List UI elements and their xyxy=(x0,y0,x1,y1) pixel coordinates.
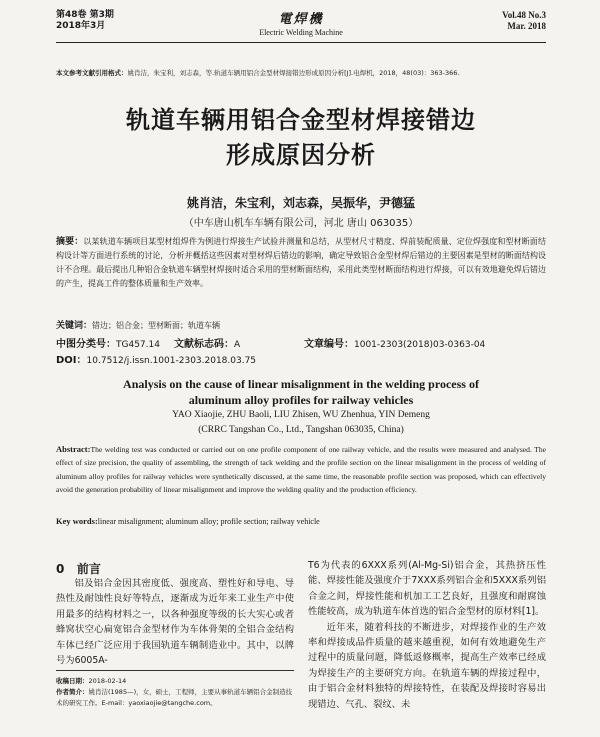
date-en: Mar. 2018 xyxy=(507,21,546,31)
footnote xyxy=(56,676,294,709)
citation-text: 姚肖洁，朱宝利，刘志森，等.轨道车辆用铝合金型材焊接错边形成原因分析[J].电焊机，2018，48(03)：363-366. xyxy=(127,69,460,77)
header-center xyxy=(56,8,546,37)
date-cn: 2018年3月 xyxy=(56,21,106,31)
abstract-en-label: Abstract: xyxy=(56,444,91,454)
abstract-cn-text: 以某轨道车辆项目某型材组焊件为例进行焊接生产试验并测量和总结，从型材尺寸精度、焊前装配质量、定位焊强度和型材断面结构设计等方面进行系统的讨论，分析并概括这些因素对型材焊后错边的影响，确定导致铝合金型材焊后错边的主要因素是型材的断面结构设计不合理。最后提出几种铝合金轨道车辆型材焊接时适合采用的型材断面结构，采用此类型材断面结构进行焊接，可以有效地避免焊后错边的产生，提高工件的整体质量和生产效率。 xyxy=(56,237,546,288)
title-cn-line1: 轨道车辆用铝合金型材焊接错边 xyxy=(126,106,476,134)
abstract-cn-label: 摘要： xyxy=(56,237,84,247)
page-header xyxy=(56,8,546,43)
document-code: 文献标志码：A xyxy=(174,339,241,350)
title-en xyxy=(56,376,546,408)
doi xyxy=(56,351,256,366)
abstract-en xyxy=(56,443,546,496)
journal-logo: 電焊機 xyxy=(278,12,324,27)
clc-number: 中图分类号：TG457.14 xyxy=(56,339,160,350)
section-heading xyxy=(56,560,101,577)
keywords-en-label: Key words: xyxy=(56,516,98,526)
footnote-divider xyxy=(56,670,294,671)
header-right xyxy=(502,10,546,32)
doi-value: 10.7512/j.issn.1001-2303.2018.03.75 xyxy=(86,356,257,366)
abstract-cn xyxy=(56,235,546,291)
affiliation-cn: （中车唐山机车车辆有限公司，河北 唐山 063035） xyxy=(183,218,419,229)
title-en-line1: Analysis on the cause of linear misalignment in the welding process of xyxy=(123,377,479,391)
body-column-left xyxy=(56,576,294,668)
citation-format xyxy=(56,68,546,77)
title-cn-line2: 形成原因分析 xyxy=(226,141,376,169)
authors-cn: 姚肖洁，朱宝利，刘志森，吴振华，尹德猛 xyxy=(186,196,415,210)
body-paragraph: T6为代表的6XXX系列(Al-Mg-Si)铝合金，其热挤压性能、焊接性能及强度介于7XXX系列铝合金和5XXX系列铝合金之间，焊接性能和机加工工艺良好，且强度和耐腐蚀性能较高，成为轨道车体首选的铝合金型材的原材料[1]。 xyxy=(308,560,546,618)
title-en-line2: aluminum alloy profiles for railway vehicles xyxy=(188,393,414,407)
keywords-en-text: linear misalignment; aluminum alloy; profile section; railway vehicle xyxy=(97,517,320,526)
affiliation-en: (CRRC Tangshan Co., Ltd., Tangshan 063035, China) xyxy=(198,425,404,435)
citation-label: 本文参考文献引用格式： xyxy=(56,69,128,77)
section-number: 0 xyxy=(56,562,65,576)
article-number: 文章编号：1001-2303(2018)03-0363-04 xyxy=(304,339,486,350)
keywords-cn-label: 关键词： xyxy=(56,321,93,331)
volume-issue-en: Vol.48 No.3 xyxy=(502,10,546,20)
journal-name-en: Electric Welding Machine xyxy=(259,28,343,37)
received-date: 收稿日期：2018-02-14 xyxy=(56,677,127,685)
body-column-right xyxy=(308,558,546,712)
abstract-en-text: The welding test was conducted or carried out on one profile component of one railway vehicle, and the results were measured and analysed. The effect of size precision, the quality of assembling, the strength of tack welding and the profile section on the linear misalignment in the process of welding of aluminum alloy profiles for railway vehicles were synthetically discussed, at the same time, the reasonable profile section was proposed, which can effectively avoid the generation probability of linear misalignment and improve the welding quality and the production efficiency. xyxy=(56,445,546,494)
author-bio: 作者简介：姚肖洁(1985—)，女，硕士，工程师，主要从事轨道车辆铝合金制造技术的研究工作。E-mail：yaoxiaojie@tangche.com。 xyxy=(56,688,293,707)
doi-label: DOI： xyxy=(56,355,87,366)
keywords-cn xyxy=(56,318,546,331)
keywords-en xyxy=(56,516,546,526)
title-cn xyxy=(56,103,546,173)
volume-issue-cn: 第48卷 第3期 xyxy=(56,10,114,20)
keywords-cn-text: 错边；铝合金；型材断面；轨道车辆 xyxy=(92,321,221,330)
authors-en: YAO Xiaojie, ZHU Baoli, LIU Zhisen, WU Zhenhua, YIN Demeng xyxy=(172,410,430,420)
body-paragraph: 近年来，随着科技的不断进步，对焊接作业的生产效率和焊接成品件质量的越来越重视，如何有效地避免生产过程中的质量问题，降低返修概率，提高生产效率已经成为焊接生产的主要研究方向。在轨道车辆的焊接过程中，由于铝合金材料独特的焊接特性，在装配及焊接时容易出现错边、气孔、裂纹、未 xyxy=(308,621,546,710)
body-paragraph: 铝及铝合金因其密度低、强度高、塑性好和导电、导热性及耐蚀性良好等特点，逐渐成为近年来工业生产中使用最多的结构材料之一，以各种强度等级的长大实心或者蜂窝状空心扁宽铝合金型材作为车体骨架的全铝合金结构车体已经广泛应用于我国轨道车辆制造业中。其中，以牌号为6005A- xyxy=(56,578,294,667)
section-title: 前言 xyxy=(76,562,101,576)
